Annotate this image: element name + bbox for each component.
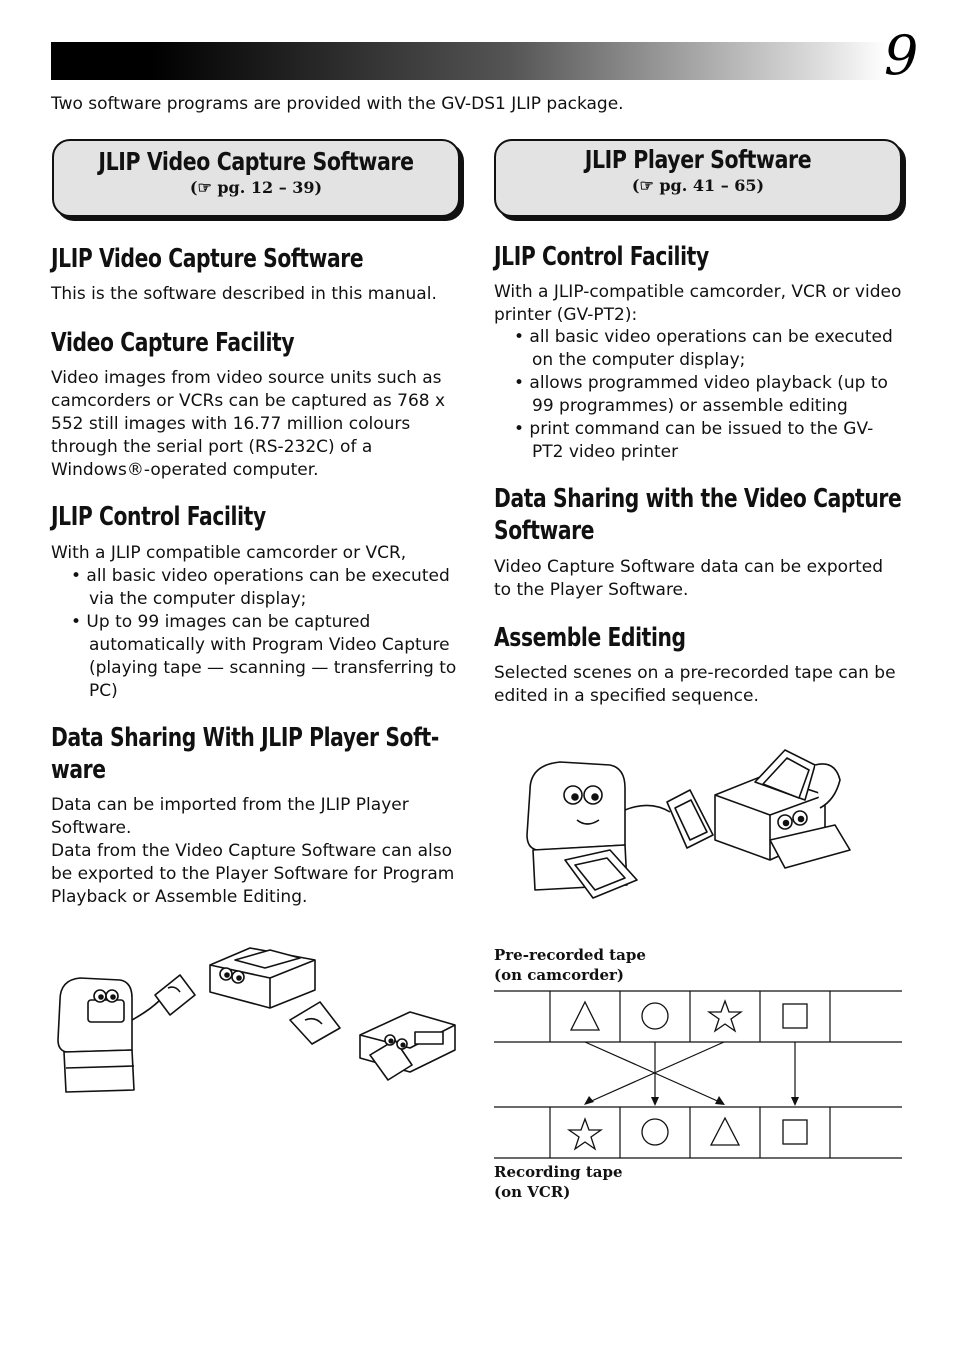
box-title: JLIP Video Capture Software [98,147,414,176]
list-item: • print command can be issued to the GV-PT2 video printer [514,419,874,462]
paragraph: Video Capture Software data can be exported to the Player Software. [494,557,883,600]
shape-square [783,1120,807,1144]
shape-circle [642,1003,668,1029]
bottom-tape-label-1: Recording tape [494,1163,623,1181]
heading-data-sharing-capture-cont: Software [494,516,595,546]
shape-triangle [711,1118,739,1145]
computer-printer-illustration [515,740,855,915]
paragraph: Selected scenes on a pre-recorded tape can be edited in a specified sequence. [494,663,896,706]
paragraph: Data can be imported from the JLIP Player Software. [51,795,409,838]
box-page-ref: (☞ pg. 12 – 39) [189,178,323,197]
paragraph: With a JLIP-compatible camcorder, VCR or video printer (GV-PT2): [494,282,902,325]
heading-data-sharing-capture: Data Sharing with the Video Capture [494,484,902,514]
list-item: • all basic video operations can be executed via the computer display; [71,566,450,609]
page-number: 9 [884,24,919,87]
paragraph: Video images from video source units such as camcorders or VCRs can be captured as 768 x 552 still images with 16.77 million colours through the serial port (RS-232C) of a Windows®-operated computer. [51,368,446,480]
paragraph: With a JLIP compatible camcorder or VCR, [51,543,407,563]
paragraph: This is the software described in this manual. [51,284,437,304]
intro-text: Two software programs are provided with the GV-DS1 JLIP package. [51,94,624,114]
heading-jlip-control-facility-player: JLIP Control Facility [494,242,709,272]
heading-video-capture-software: JLIP Video Capture Software [51,244,364,274]
header-gradient-bar [51,42,887,80]
shape-circle [642,1119,668,1145]
shape-star [569,1119,601,1149]
shape-square [783,1004,807,1028]
heading-jlip-control-facility: JLIP Control Facility [51,502,266,532]
box-page-ref: (☞ pg. 41 – 65) [631,176,765,195]
assemble-editing-diagram [494,988,904,1160]
list-item: • Up to 99 images can be captured automatically with Program Video Capture (playing tape — scanning — transferring to PC) [71,612,457,701]
bottom-tape-label-2: (on VCR) [494,1183,571,1201]
heading-data-sharing-player: Data Sharing With JLIP Player Soft- [51,723,439,753]
heading-data-sharing-player-cont: ware [51,755,106,785]
heading-video-capture-facility: Video Capture Facility [51,328,295,358]
video-capture-software-box [52,139,460,217]
heading-assemble-editing: Assemble Editing [494,623,686,653]
list-item: • all basic video operations can be executed on the computer display; [514,327,893,370]
shape-star [709,1001,741,1031]
box-title: JLIP Player Software [584,145,812,174]
top-tape-label-2: (on camcorder) [494,966,625,984]
paragraph: Data from the Video Capture Software can also be exported to the Player Software for Program Playback or Assemble Editing. [51,841,455,907]
computer-player-vcr-illustration [50,940,460,1100]
shape-triangle [571,1002,599,1030]
list-item: • allows programmed video playback (up to 99 programmes) or assemble editing [514,373,888,416]
top-tape-label-1: Pre-recorded tape [494,946,646,964]
player-software-box [494,139,902,217]
